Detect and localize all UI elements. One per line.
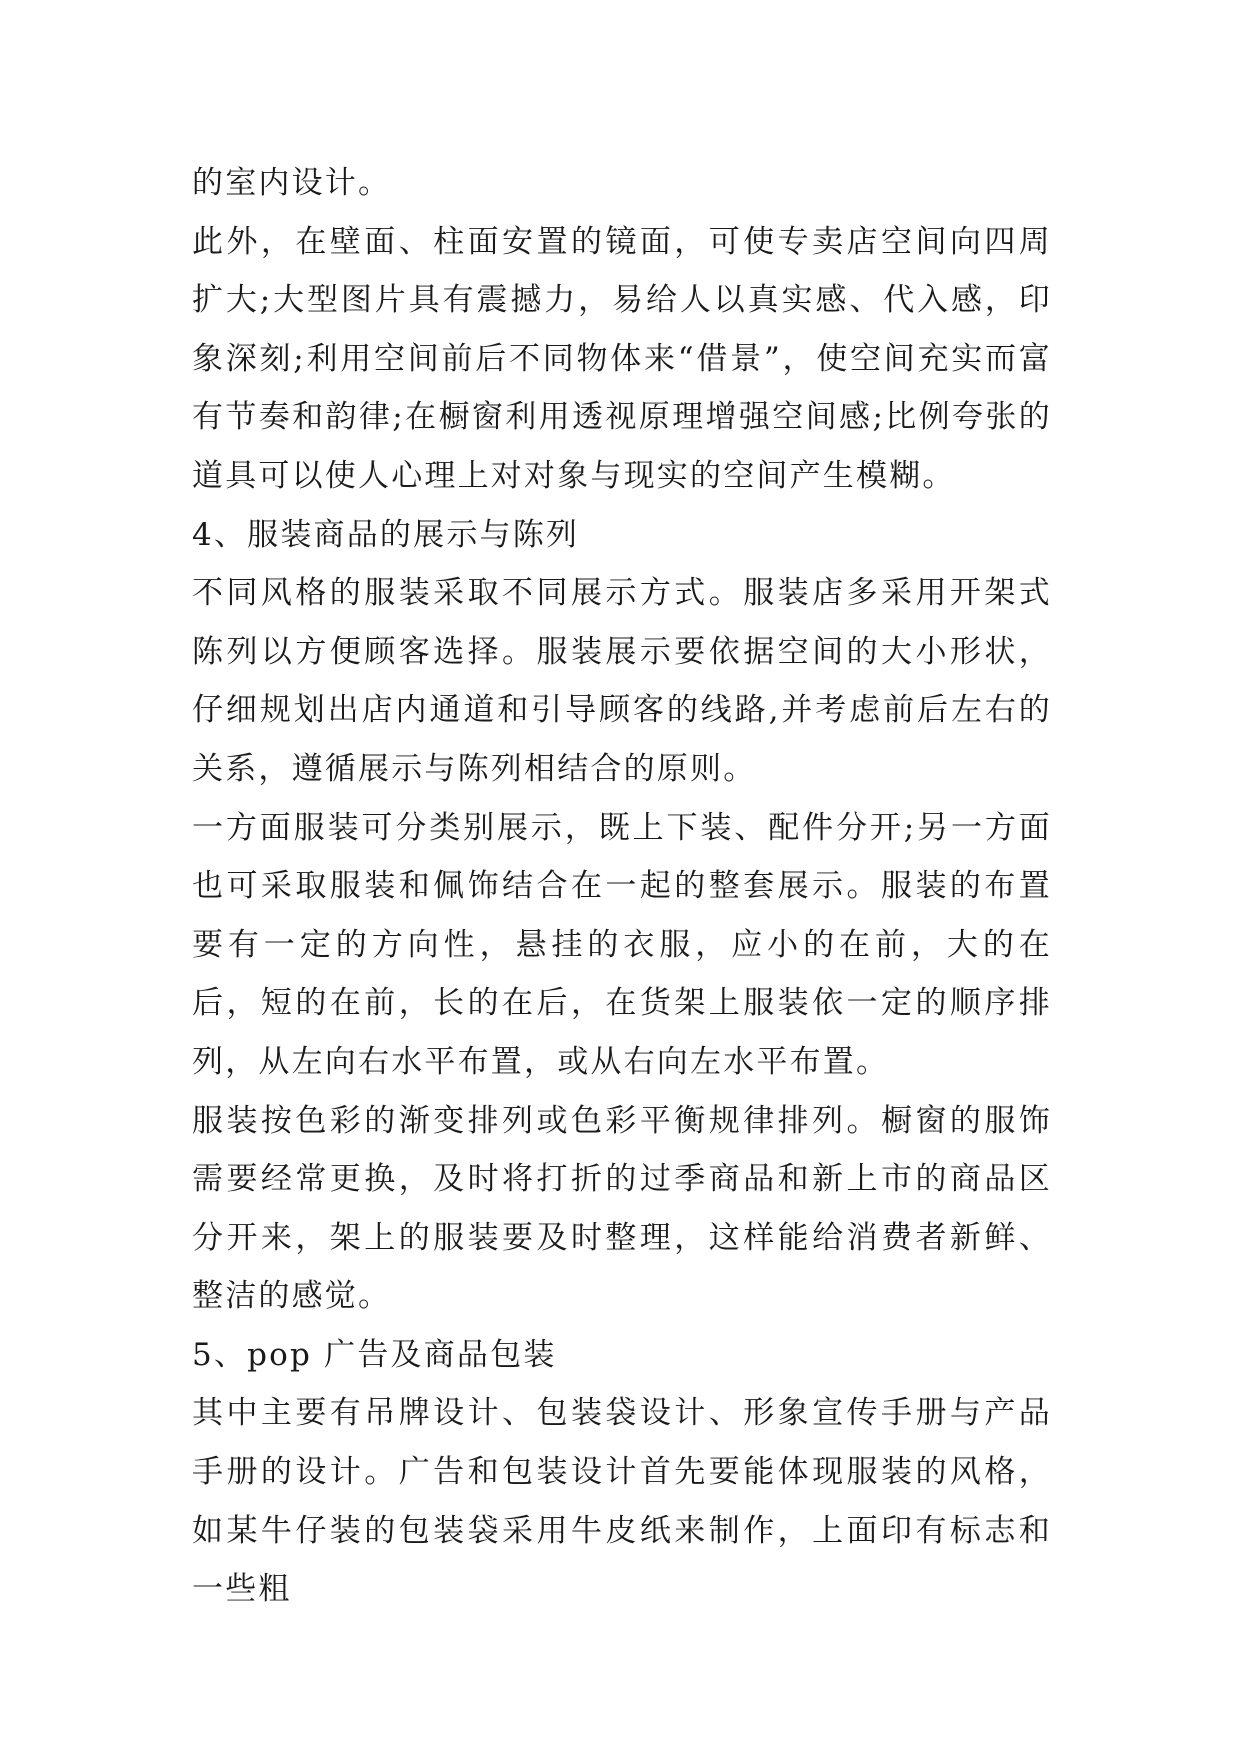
paragraph-color-arrangement: 服装按色彩的渐变排列或色彩平衡规律排列。橱窗的服饰需要经常更换，及时将打折的过季商品和新上市的商品区分开来，架上的服装要及时整理，这样能给消费者新鲜、整洁的感觉。 bbox=[192, 1102, 1052, 1315]
document-body bbox=[192, 154, 1052, 1619]
section-heading-5: 5、pop 广告及商品包装 bbox=[192, 1336, 557, 1373]
paragraph-continuation: 的室内设计。 bbox=[192, 165, 392, 201]
paragraph-category-display: 一方面服装可分类别展示，既上下装、配件分开;另一方面也可采取服装和佩饰结合在一起的整套展示。服装的布置要有一定的方向性，悬挂的衣服，应小的在前，大的在后，短的在前，长的在后，在货架上服装依一定的顺序排列，从左向右水平布置，或从右向左水平布置。 bbox=[192, 809, 1052, 1080]
section-heading-4: 4、服装商品的展示与陈列 bbox=[192, 516, 580, 553]
paragraph-mirror-space: 此外，在壁面、柱面安置的镜面，可使专卖店空间向四周扩大;大型图片具有震撼力，易给人以真实感、代入感，印象深刻;利用空间前后不同物体来“借景”，使空间充实而富有节奏和韵律;在橱窗利用透视原理增强空间感;比例夸张的道具可以使人心理上对对象与现实的空间产生模糊。 bbox=[192, 223, 1052, 494]
paragraph-packaging: 其中主要有吊牌设计、包装袋设计、形象宣传手册与产品手册的设计。广告和包装设计首先要能体现服装的风格，如某牛仔装的包装袋采用牛皮纸来制作，上面印有标志和一些粗 bbox=[192, 1395, 1052, 1608]
paragraph-display-style: 不同风格的服装采取不同展示方式。服装店多采用开架式陈列以方便顾客选择。服装展示要依据空间的大小形状，仔细规划出店内通道和引导顾客的线路,并考虑前后左右的关系，遵循展示与陈列相结合的原则。 bbox=[192, 575, 1052, 787]
